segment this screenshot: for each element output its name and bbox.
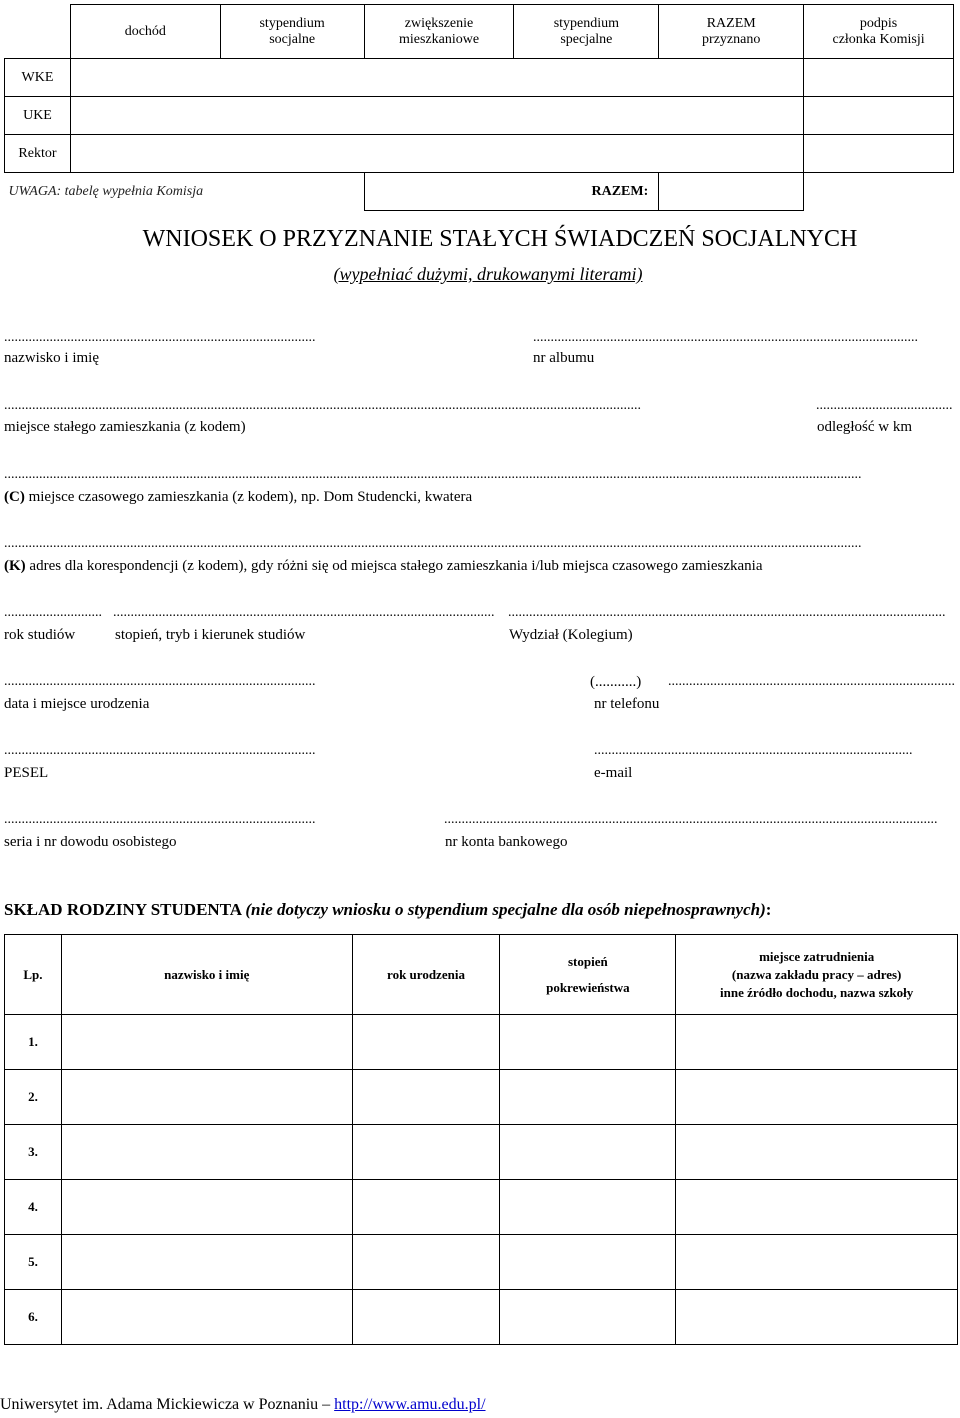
birth-year-cell[interactable] <box>352 1015 500 1070</box>
row-number: 2. <box>5 1070 62 1125</box>
name-cell[interactable] <box>61 1290 352 1345</box>
row-cell[interactable] <box>70 135 803 173</box>
row-number: 4. <box>5 1180 62 1235</box>
commission-row-uke <box>5 97 954 135</box>
header-social-scholarship: stypendium socjalne <box>220 5 364 59</box>
birth-year-cell[interactable] <box>352 1125 500 1180</box>
album-label: nr albumu <box>533 350 595 366</box>
family-table-header <box>5 935 958 1015</box>
row-cell[interactable] <box>70 59 803 97</box>
table-row <box>5 1015 958 1070</box>
row-cell[interactable] <box>70 97 803 135</box>
bank-account-field[interactable]: ............................................................................................................................................. <box>444 812 938 827</box>
workplace-cell[interactable] <box>676 1290 958 1345</box>
phone-label: nr telefonu <box>594 696 660 712</box>
workplace-cell[interactable] <box>676 1180 958 1235</box>
birth-year-cell[interactable] <box>352 1235 500 1290</box>
email-label: e-mail <box>594 765 633 781</box>
commission-row-wke <box>5 59 954 97</box>
id-card-label: seria i nr dowodu osobistego <box>4 834 177 850</box>
distance-label: odległość w km <box>817 419 912 435</box>
header-income: dochód <box>70 5 220 59</box>
degree-label: stopień, tryb i kierunek studiów <box>115 627 306 643</box>
faculty-label: Wydział (Kolegium) <box>509 627 633 643</box>
header-lp: Lp. <box>5 935 62 1015</box>
workplace-cell[interactable] <box>676 1235 958 1290</box>
table-row <box>5 1180 958 1235</box>
table-row <box>5 1070 958 1125</box>
row-label: WKE <box>5 59 71 97</box>
birth-field[interactable]: ......................................................................................... <box>4 674 316 689</box>
row-label: UKE <box>5 97 71 135</box>
relation-cell[interactable] <box>500 1125 676 1180</box>
birth-year-cell[interactable] <box>352 1070 500 1125</box>
name-label: nazwisko i imię <box>4 350 99 366</box>
row-number: 5. <box>5 1235 62 1290</box>
total-label: RAZEM: <box>364 173 659 211</box>
header-birth-year: rok urodzenia <box>352 935 500 1015</box>
phone-area-code: (...........) <box>590 674 642 690</box>
permanent-address-field[interactable]: ...................................................................................................................................................................................... <box>4 398 641 413</box>
header-total-granted: RAZEM przyznano <box>659 5 804 59</box>
name-field[interactable]: ......................................................................................... <box>4 330 316 345</box>
table-row <box>5 1125 958 1180</box>
birth-label: data i miejsce urodzenia <box>4 696 150 712</box>
family-heading: SKŁAD RODZINY STUDENTA (nie dotyczy wniosku o stypendium specjalne dla osób niepełnosprawnych): <box>4 900 772 919</box>
corr-address-label: (K) adres dla korespondencji (z kodem), gdy różni się od miejsca stałego zamieszkania i/lub miejsca czasowego zamieszkania <box>4 558 763 574</box>
table-row <box>5 1235 958 1290</box>
name-cell[interactable] <box>61 1180 352 1235</box>
header-name: nazwisko i imię <box>61 935 352 1015</box>
header-housing-increase: zwiększenie mieszkaniowe <box>364 5 514 59</box>
faculty-field[interactable]: ............................................................................................................................. <box>508 605 946 620</box>
signature-cell[interactable] <box>804 59 954 97</box>
row-label: Rektor <box>5 135 71 173</box>
footer: Uniwersytet im. Adama Mickiewicza w Poznaniu – http://www.amu.edu.pl/ <box>0 1396 486 1413</box>
birth-year-cell[interactable] <box>352 1180 500 1235</box>
workplace-cell[interactable] <box>676 1070 958 1125</box>
commission-table <box>4 4 954 211</box>
distance-field[interactable]: ....................................... <box>816 398 953 413</box>
university-link[interactable]: http://www.amu.edu.pl/ <box>334 1396 486 1413</box>
table-row <box>5 1290 958 1345</box>
relation-cell[interactable] <box>500 1180 676 1235</box>
album-field[interactable]: .............................................................................................................. <box>533 330 918 345</box>
year-field[interactable]: ............................ <box>4 605 102 620</box>
pesel-field[interactable]: ......................................................................................... <box>4 743 316 758</box>
signature-cell[interactable] <box>804 97 954 135</box>
header-relation: stopień pokrewieństwa <box>500 935 676 1015</box>
degree-field[interactable]: ............................................................................................................. <box>113 605 495 620</box>
header-workplace: miejsce zatrudnienia (nazwa zakładu pracy – adres) inne źródło dochodu, nazwa szkoły <box>676 935 958 1015</box>
name-cell[interactable] <box>61 1235 352 1290</box>
commission-row-rektor <box>5 135 954 173</box>
signature-cell[interactable] <box>804 135 954 173</box>
email-field[interactable]: ........................................................................................... <box>594 743 913 758</box>
commission-note: UWAGA: tabelę wypełnia Komisja <box>8 183 204 199</box>
relation-cell[interactable] <box>500 1015 676 1070</box>
form-title: WNIOSEK O PRZYZNANIE STAŁYCH ŚWIADCZEŃ SOCJALNYCH <box>142 226 858 252</box>
name-cell[interactable] <box>61 1125 352 1180</box>
temp-address-label: (C) miejsce czasowego zamieszkania (z kodem), np. Dom Studencki, kwatera <box>4 489 473 505</box>
id-card-field[interactable]: ......................................................................................... <box>4 812 316 827</box>
family-table <box>4 934 958 1345</box>
form-subtitle: (wypełniać dużymi, drukowanymi literami) <box>333 264 643 284</box>
pesel-label: PESEL <box>4 765 49 781</box>
year-label: rok studiów <box>4 627 76 643</box>
workplace-cell[interactable] <box>676 1125 958 1180</box>
name-cell[interactable] <box>61 1070 352 1125</box>
relation-cell[interactable] <box>500 1070 676 1125</box>
total-cell[interactable] <box>659 173 804 211</box>
permanent-address-label: miejsce stałego zamieszkania (z kodem) <box>4 419 246 435</box>
name-cell[interactable] <box>61 1015 352 1070</box>
birth-year-cell[interactable] <box>352 1290 500 1345</box>
row-number: 1. <box>5 1015 62 1070</box>
row-number: 6. <box>5 1290 62 1345</box>
relation-cell[interactable] <box>500 1235 676 1290</box>
temp-address-field[interactable]: ..................................................................................................................................................................................................................................................... <box>4 467 862 482</box>
relation-cell[interactable] <box>500 1290 676 1345</box>
header-signature: podpis członka Komisji <box>804 5 954 59</box>
phone-field[interactable]: .................................................................................. <box>668 674 955 689</box>
row-number: 3. <box>5 1125 62 1180</box>
workplace-cell[interactable] <box>676 1015 958 1070</box>
bank-account-label: nr konta bankowego <box>445 834 568 850</box>
header-special-scholarship: stypendium specjalne <box>514 5 659 59</box>
corr-address-field[interactable]: ..................................................................................................................................................................................................................................................... <box>4 536 862 551</box>
